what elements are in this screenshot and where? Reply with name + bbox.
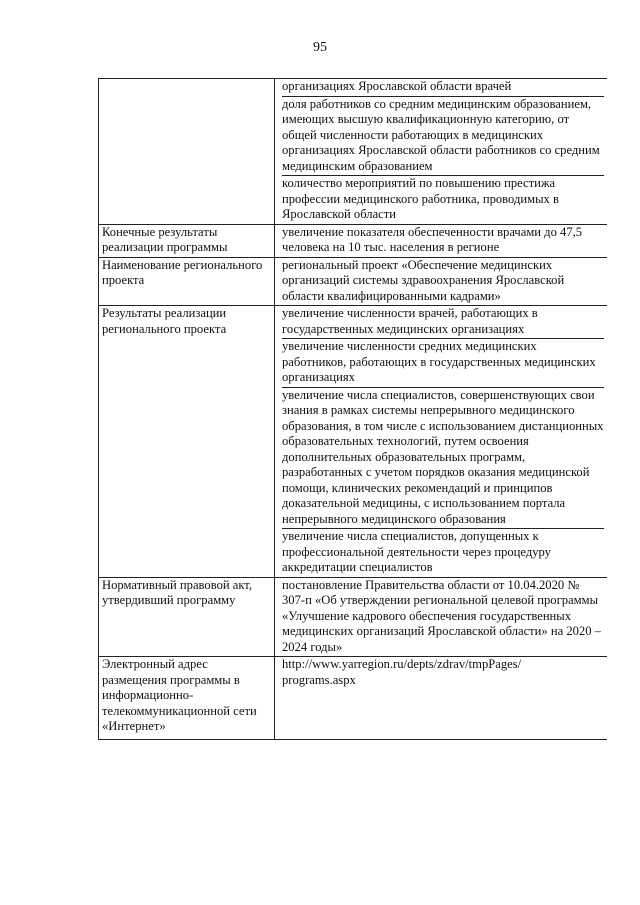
value-item: постановление Правительства области от 10.04.2020 № 307-п «Об утверждении региональной целевой программы «Улучшение кадрового обеспечения государственных медицинских организаций Ярославской области» на 2020 – 2024 годы» <box>282 577 601 654</box>
row-values <box>275 257 607 306</box>
row-values <box>275 79 607 225</box>
value-item: увеличение численности врачей, работающих в государственных медицинских организациях <box>282 306 604 339</box>
value-item: увеличение числа специалистов, совершенствующих свои знания в рамках системы непрерывного медицинского образования, в том числе с использованием дистанционных образовательных технологий, путем освоения дополнительных образовательных программ, разработанных с учетом порядков оказания медицинской помощи, клинических рекомендаций и принципов доказательной медицины, с использованием портала непрерывного медицинского образования <box>282 388 604 530</box>
table-row <box>99 306 607 578</box>
value-item: увеличение числа специалистов, допущенных к профессиональной деятельности через процедуру аккредитации специалистов <box>282 529 551 574</box>
value-item: количество мероприятий по повышению престижа профессии медицинского работника, проводимых в Ярославской области <box>282 176 559 221</box>
table-row <box>99 224 607 257</box>
row-values <box>275 306 607 578</box>
value-item: увеличение показателя обеспеченности врачами до 47,5 человека на 10 тыс. населения в регионе <box>282 224 583 254</box>
value-item: организациях Ярославской области врачей <box>282 79 604 97</box>
value-item: региональный проект «Обеспечение медицинских организаций системы здравоохранения Ярославской области квалифицированными кадрами» <box>282 257 565 303</box>
row-label: Конечные результаты реализации программы <box>99 224 275 257</box>
page-number: 95 <box>313 40 327 55</box>
program-passport-table <box>98 78 607 740</box>
table-row <box>99 79 607 225</box>
row-label <box>99 79 275 225</box>
value-item: доля работников со средним медицинским образованием, имеющих высшую квалификационную категорию, от общей численности работающих в медицинских организациях Ярославской области работников со средним медицинским образованием <box>282 97 604 177</box>
table-row <box>99 577 607 657</box>
table-row <box>99 657 607 740</box>
row-label: Электронный адрес размещения программы в информационно-телекоммуникационной сети «Интернет» <box>99 657 275 740</box>
row-label: Наименование регионального проекта <box>99 257 275 306</box>
program-url: http://www.yarregion.ru/depts/zdrav/tmpPages/ programs.aspx <box>282 657 522 687</box>
row-values <box>275 224 607 257</box>
table-row <box>99 257 607 306</box>
value-item: увеличение численности средних медицинских работников, работающих в государственных медицинских организациях <box>282 339 604 388</box>
row-values <box>275 577 607 657</box>
row-values <box>275 657 607 740</box>
row-label: Результаты реализации регионального проекта <box>99 306 275 578</box>
row-label: Нормативный правовой акт, утвердивший программу <box>99 577 275 657</box>
